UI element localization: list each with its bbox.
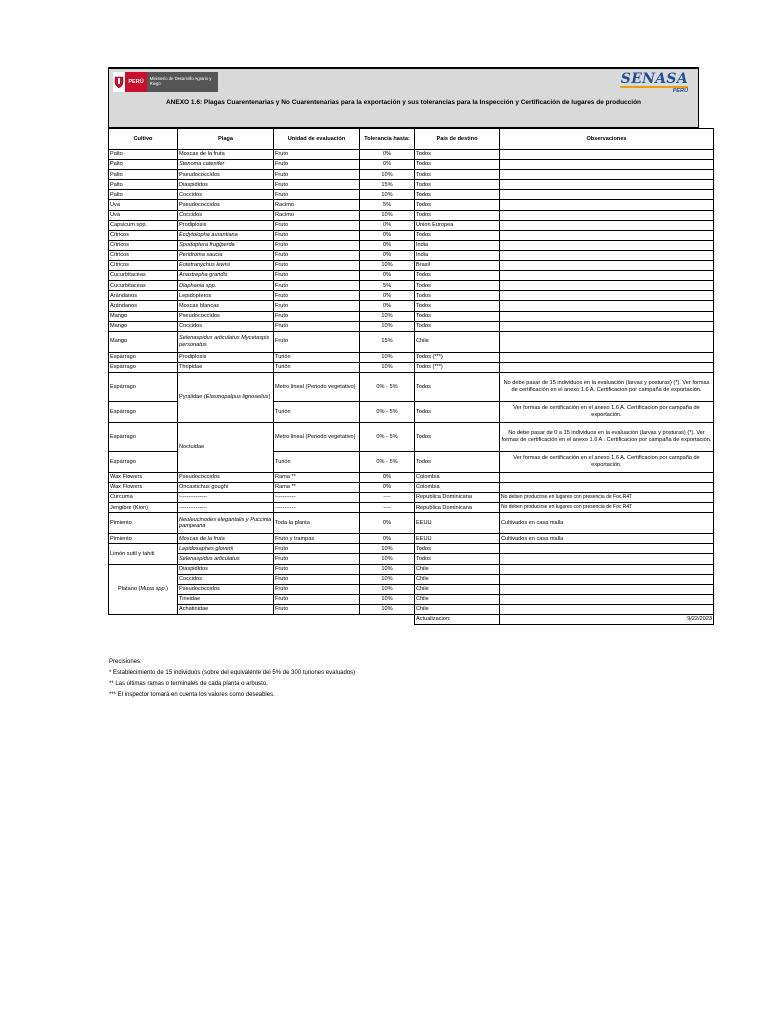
cell-cultivo: Palto	[109, 180, 178, 190]
cell-tolerancia: 10%	[360, 210, 415, 220]
cell-tolerancia: 10%	[360, 170, 415, 180]
table-row	[109, 160, 714, 170]
cell-cultivo: Espárrago	[109, 362, 178, 372]
cell-cultivo: Arándanos	[109, 301, 178, 311]
cell-observaciones	[500, 594, 714, 604]
cell-observaciones: No deben producirse en lugares con presencia de Foc R4T	[500, 493, 714, 503]
cell-observaciones	[500, 281, 714, 291]
senasa-logo	[620, 72, 688, 94]
cell-unidad: Fruto	[274, 594, 360, 604]
cell-unidad: Racimo	[274, 200, 360, 210]
cell-pais: Republica Dominicana	[415, 503, 500, 513]
cell-plaga: ---------------	[178, 503, 274, 513]
cell-plaga: Prodiplosis	[178, 352, 274, 362]
table-row	[109, 281, 714, 291]
notes-title: Precisiones:	[109, 659, 142, 665]
cell-observaciones	[500, 482, 714, 492]
cell-pais: Todos	[415, 160, 500, 170]
table-body	[109, 150, 714, 625]
cell-pais: Todos	[415, 422, 500, 451]
cell-cultivo: Jengibre (Kion)	[109, 503, 178, 513]
cell-plaga: Moscas blancas	[178, 301, 274, 311]
note-line: ** Las últimas ramas o terminales de cada planta o arbusto.	[109, 681, 268, 687]
cell-plaga: Coccidos	[178, 210, 274, 220]
cell-unidad: Racimo	[274, 210, 360, 220]
table-row	[109, 210, 714, 220]
annex-sheet	[108, 67, 712, 625]
cell-plaga: Neoleucinodes elegantalis y Puccinia pampeana	[178, 513, 274, 534]
cell-unidad: Fruto	[274, 180, 360, 190]
cell-observaciones	[500, 180, 714, 190]
table-row	[109, 503, 714, 513]
cell-cultivo: Pimiento	[109, 513, 178, 534]
table-row	[109, 362, 714, 372]
cell-tolerancia: 15%	[360, 180, 415, 190]
cell-observaciones	[500, 250, 714, 260]
cell-pais: Todos (***)	[415, 352, 500, 362]
cell-unidad: Metro lineal (Periodo vegetativo)	[274, 372, 360, 401]
cell-unidad: Fruto	[274, 564, 360, 574]
cell-observaciones	[500, 352, 714, 362]
cell-tolerancia: 10%	[360, 584, 415, 594]
cell-unidad: Fruto	[274, 240, 360, 250]
cell-pais: Todos	[415, 150, 500, 160]
cell-observaciones: Cultivados en casa malla	[500, 513, 714, 534]
cell-cultivo: Cucurbitaceas	[109, 281, 178, 291]
cell-plaga: Moscas de la fruta	[178, 150, 274, 160]
cell-cultivo: Espárrago	[109, 352, 178, 362]
cell-tolerancia: 10%	[360, 594, 415, 604]
cell-cultivo: Wax Flowers	[109, 482, 178, 492]
table-row	[109, 422, 714, 451]
cell-tolerancia: 10%	[360, 574, 415, 584]
cell-plaga: Coccidos	[178, 321, 274, 331]
column-header-unidad: Unidad de evaluación	[274, 129, 360, 150]
cell-plaga: Achatinidae	[178, 604, 274, 614]
cell-pais: Todos	[415, 180, 500, 190]
update-label: Actualizacion:	[415, 615, 500, 625]
cell-pais: Todos	[415, 291, 500, 301]
table-row	[109, 150, 714, 160]
document-title: ANEXO 1.6: Plagas Cuarentenarias y No Cuarentenarias para la exportación y sus tolerancias para la Inspección y Certificación de lugares de producción	[165, 99, 642, 106]
cell-unidad: Toda la planta	[274, 513, 360, 534]
cell-tolerancia: 10%	[360, 564, 415, 574]
cell-observaciones: Cultivados en casa malla	[500, 534, 714, 544]
table-row	[109, 482, 714, 492]
cell-tolerancia: 10%	[360, 321, 415, 331]
cell-observaciones	[500, 200, 714, 210]
cell-pais: Todos	[415, 170, 500, 180]
cell-cultivo: Cítricos	[109, 261, 178, 271]
table-row	[109, 352, 714, 362]
table-row	[109, 331, 714, 352]
table-row	[109, 584, 714, 594]
table-row	[109, 594, 714, 604]
cell-pais: Todos	[415, 311, 500, 321]
cell-unidad: Fruto	[274, 584, 360, 594]
cell-pais: India	[415, 240, 500, 250]
cell-tolerancia: 15%	[360, 331, 415, 352]
cell-cultivo: Cítricos	[109, 240, 178, 250]
cell-observaciones	[500, 220, 714, 230]
cell-tolerancia: 0%	[360, 240, 415, 250]
cell-tolerancia: 0%	[360, 291, 415, 301]
pest-tolerance-table	[108, 128, 714, 625]
cell-observaciones: Ver formas de certificación en el anexo 1.6 A. Certificacion por campaña de exportación.	[500, 401, 714, 422]
cell-cultivo: Espárrago	[109, 422, 178, 451]
cell-unidad: Fruto	[274, 291, 360, 301]
cell-unidad: Fruto	[274, 271, 360, 281]
table-row	[109, 534, 714, 544]
cell-pais: Chile	[415, 594, 500, 604]
cell-cultivo: Cítricos	[109, 230, 178, 240]
cell-cultivo: Palto	[109, 190, 178, 200]
cell-pais: Todos	[415, 451, 500, 472]
cell-unidad: Fruto	[274, 574, 360, 584]
table-row	[109, 250, 714, 260]
cell-cultivo: Palto	[109, 150, 178, 160]
cell-plaga: Pseudococcidos	[178, 170, 274, 180]
cell-cultivo: Espárrago	[109, 401, 178, 422]
cell-cultivo: Curcuma	[109, 493, 178, 503]
cell-unidad: Turión	[274, 401, 360, 422]
cell-plaga: Diaspididos	[178, 180, 274, 190]
cell-pais: Todos	[415, 210, 500, 220]
cell-pais: Todos	[415, 190, 500, 200]
cell-unidad: Fruto	[274, 170, 360, 180]
cell-cultivo: Capsicum spp.	[109, 220, 178, 230]
cell-plaga: Selenaspidus articulatus	[178, 554, 274, 564]
cell-observaciones	[500, 261, 714, 271]
cell-unidad: Fruto	[274, 321, 360, 331]
cell-tolerancia: 0%	[360, 513, 415, 534]
cell-cultivo: Palto	[109, 170, 178, 180]
table-row	[109, 372, 714, 401]
note-line: * Establecimiento de 15 individuos (sobre del equivalente del 5% de 300 turiones evaluados)	[109, 670, 356, 676]
note-line: *** El inspector tomará en cuenta los valores como deseables.	[109, 692, 275, 698]
cell-observaciones	[500, 190, 714, 200]
table-row	[109, 574, 714, 584]
cell-cultivo: Uva	[109, 200, 178, 210]
cell-plaga: Coccidos	[178, 574, 274, 584]
cell-observaciones	[500, 554, 714, 564]
cell-observaciones	[500, 321, 714, 331]
cell-observaciones	[500, 291, 714, 301]
cell-pais: Todos	[415, 321, 500, 331]
cell-tolerancia: 0% - 5%	[360, 451, 415, 472]
cell-unidad: Fruto	[274, 160, 360, 170]
cell-pais: Chile	[415, 331, 500, 352]
cell-pais: Chile	[415, 564, 500, 574]
empty-cell	[109, 615, 415, 625]
table-row	[109, 472, 714, 482]
table-row	[109, 554, 714, 564]
cell-observaciones	[500, 160, 714, 170]
cell-pais: Union Europea	[415, 220, 500, 230]
cell-pais: Brasil	[415, 261, 500, 271]
cell-plaga: Thripidae	[178, 362, 274, 372]
cell-plaga: Pseudococcidos	[178, 200, 274, 210]
cell-observaciones	[500, 564, 714, 574]
table-row	[109, 604, 714, 614]
cell-pais: Todos	[415, 301, 500, 311]
cell-tolerancia: 0%	[360, 150, 415, 160]
table-row	[109, 170, 714, 180]
cell-tolerancia: 10%	[360, 311, 415, 321]
cell-tolerancia: 10%	[360, 554, 415, 564]
senasa-country: PERÚ	[620, 86, 688, 95]
column-header-observaciones: Observaciones	[500, 129, 714, 150]
cell-plaga: Pseudococcidos	[178, 472, 274, 482]
cell-tolerancia: 5%	[360, 200, 415, 210]
cell-tolerancia: 5%	[360, 281, 415, 291]
gov-peru-label: PERÚ	[125, 72, 146, 92]
table-row	[109, 261, 714, 271]
cell-unidad: Fruto	[274, 230, 360, 240]
cell-plaga: Stenoma catenifer	[178, 160, 274, 170]
cell-unidad: Metro lineal (Periodo vegetativo)	[274, 422, 360, 451]
cell-plaga: Lepidosaphes gloverii	[178, 544, 274, 554]
cell-unidad: Fruto	[274, 190, 360, 200]
cell-plaga: Selenaspidus articulatus Mycetaspis personatus	[178, 331, 274, 352]
cell-tolerancia: 0%	[360, 534, 415, 544]
cell-unidad: Turión	[274, 352, 360, 362]
cell-tolerancia: 0%	[360, 250, 415, 260]
cell-pais: Todos	[415, 271, 500, 281]
cell-plaga: Oncastichus goughi	[178, 482, 274, 492]
cell-plaga: Tineidae	[178, 594, 274, 604]
cell-tolerancia: 0%	[360, 220, 415, 230]
cell-plaga: Lepidopteros	[178, 291, 274, 301]
cell-observaciones	[500, 604, 714, 614]
cell-tolerancia: 10%	[360, 604, 415, 614]
cell-plaga: Moscas de la fruta	[178, 534, 274, 544]
cell-unidad: Turión	[274, 362, 360, 372]
cell-tolerancia: 0%	[360, 472, 415, 482]
cell-plaga: Pseudococcidos	[178, 584, 274, 594]
cell-pais: Todos (***)	[415, 362, 500, 372]
cell-cultivo: Limón sutil y tahiti	[109, 544, 178, 564]
cell-plaga: Anastrepha grandis	[178, 271, 274, 281]
cell-cultivo: Palto	[109, 160, 178, 170]
cell-cultivo: Pimiento	[109, 534, 178, 544]
senasa-wordmark: SENASA	[620, 71, 688, 87]
table-row	[109, 240, 714, 250]
cell-pais: Colombia	[415, 482, 500, 492]
cell-observaciones	[500, 544, 714, 554]
table-row	[109, 220, 714, 230]
cell-unidad: Fruto	[274, 301, 360, 311]
cell-tolerancia: 10%	[360, 352, 415, 362]
cell-unidad: Rama **	[274, 472, 360, 482]
cell-unidad: Fruto	[274, 250, 360, 260]
cell-unidad: Fruto	[274, 554, 360, 564]
cell-unidad: Fruto y trampas	[274, 534, 360, 544]
cell-observaciones: No debe pasar de 15 individuos en la evaluación (larvas y posturas) (*). Ver formas de certificación en el anexo 1.6 A. Certificacion por campaña de exportación.	[500, 372, 714, 401]
cell-observaciones	[500, 210, 714, 220]
cell-unidad: Turión	[274, 451, 360, 472]
cell-unidad: Fruto	[274, 281, 360, 291]
cell-pais: Colombia	[415, 472, 500, 482]
cell-cultivo: Uva	[109, 210, 178, 220]
cell-tolerancia: 0%	[360, 482, 415, 492]
update-row	[109, 615, 714, 625]
cell-observaciones	[500, 362, 714, 372]
coat-of-arms-icon	[113, 72, 125, 92]
cell-tolerancia: 0%	[360, 301, 415, 311]
table-row	[109, 321, 714, 331]
cell-cultivo: Wax Flowers	[109, 472, 178, 482]
cell-plaga: Eotetranychus lewisi	[178, 261, 274, 271]
table-row	[109, 513, 714, 534]
cell-unidad: -----------	[274, 493, 360, 503]
column-header-plaga: Plaga	[178, 129, 274, 150]
cell-pais: Todos	[415, 281, 500, 291]
cell-unidad: Fruto	[274, 331, 360, 352]
cell-pais: Todos	[415, 200, 500, 210]
cell-cultivo: Mango	[109, 311, 178, 321]
cell-cultivo: Cucurbitaceas	[109, 271, 178, 281]
cell-tolerancia: 0%	[360, 271, 415, 281]
cell-unidad: Fruto	[274, 544, 360, 554]
table-row	[109, 180, 714, 190]
cell-observaciones	[500, 584, 714, 594]
table-row	[109, 493, 714, 503]
cell-tolerancia: 0%	[360, 160, 415, 170]
cell-tolerancia: 10%	[360, 190, 415, 200]
cell-observaciones: No deben producirse en lugares con presencia de Foc R4T	[500, 503, 714, 513]
cell-tolerancia: 10%	[360, 362, 415, 372]
cell-cultivo: Arándanos	[109, 291, 178, 301]
table-row	[109, 564, 714, 574]
table-row	[109, 190, 714, 200]
cell-pais: Todos	[415, 372, 500, 401]
table-row	[109, 301, 714, 311]
cell-plaga: Diaphania spp.	[178, 281, 274, 291]
table-row	[109, 291, 714, 301]
ministry-logo	[113, 72, 218, 92]
table-row	[109, 230, 714, 240]
cell-pais: Todos	[415, 544, 500, 554]
cell-tolerancia: 0% - 5%	[360, 372, 415, 401]
cell-unidad: Fruto	[274, 220, 360, 230]
cell-plaga: Pyralidae (Elasmopalpus lignoselius)	[178, 372, 274, 422]
cell-cultivo: Espárrago	[109, 451, 178, 472]
cell-plaga: Ecdytolopha aurantiana	[178, 230, 274, 240]
cell-unidad: -----------	[274, 503, 360, 513]
cell-observaciones	[500, 170, 714, 180]
cell-observaciones	[500, 574, 714, 584]
cell-cultivo: Mango	[109, 321, 178, 331]
cell-plaga: ---------------	[178, 493, 274, 503]
table-header-row	[109, 129, 714, 150]
cell-plaga: Noctuidae	[178, 422, 274, 472]
cell-observaciones	[500, 240, 714, 250]
cell-pais: EEUU	[415, 534, 500, 544]
cell-cultivo: Mango	[109, 331, 178, 352]
cell-tolerancia: 10%	[360, 261, 415, 271]
column-header-cultivo: Cultivo	[109, 129, 178, 150]
table-row	[109, 271, 714, 281]
cell-unidad: Fruto	[274, 311, 360, 321]
table-row	[109, 544, 714, 554]
cell-unidad: Fruto	[274, 261, 360, 271]
cell-observaciones	[500, 230, 714, 240]
cell-pais: Chile	[415, 574, 500, 584]
cell-plaga: Spodoptera frugiperda	[178, 240, 274, 250]
cell-tolerancia: ----	[360, 503, 415, 513]
cell-tolerancia: ----	[360, 493, 415, 503]
cell-pais: Todos	[415, 401, 500, 422]
column-header-tolerancia: Tolerancia hasta:	[360, 129, 415, 150]
cell-tolerancia: 0% - 5%	[360, 422, 415, 451]
cell-tolerancia: 0% - 5%	[360, 401, 415, 422]
table-row	[109, 200, 714, 210]
cell-tolerancia: 10%	[360, 544, 415, 554]
cell-cultivo: Platano (Musa spp.)	[109, 564, 178, 614]
cell-observaciones	[500, 472, 714, 482]
cell-pais: Chile	[415, 604, 500, 614]
update-date: 9/22/2023	[500, 615, 714, 625]
cell-pais: India	[415, 250, 500, 260]
cell-plaga: Diaspididos	[178, 564, 274, 574]
cell-plaga: Coccidos	[178, 190, 274, 200]
cell-observaciones	[500, 271, 714, 281]
cell-unidad: Fruto	[274, 604, 360, 614]
cell-tolerancia: 0%	[360, 230, 415, 240]
table-row	[109, 311, 714, 321]
cell-plaga: Prodiplosis	[178, 220, 274, 230]
cell-unidad: Rama **	[274, 482, 360, 492]
cell-cultivo: Cítricos	[109, 250, 178, 260]
cell-cultivo: Espárrago	[109, 372, 178, 401]
cell-pais: Todos	[415, 230, 500, 240]
ministry-name: Ministerio de Desarrollo Agrario y Riego	[149, 76, 212, 86]
cell-observaciones	[500, 311, 714, 321]
cell-unidad: Fruto	[274, 150, 360, 160]
notes-section	[109, 657, 355, 701]
cell-pais: Republica Dominicana	[415, 493, 500, 503]
cell-observaciones: No debe pasar de 0 a 15 individuos en la evaluación (larvas y posturas) (*). Ver formas de certificación en el anexo 1.6 A . Certificacion por campaña de exportación.	[500, 422, 714, 451]
document-header	[108, 67, 699, 128]
column-header-pais: País de destino	[415, 129, 500, 150]
cell-pais: EEUU	[415, 513, 500, 534]
cell-pais: Todos	[415, 554, 500, 564]
cell-observaciones	[500, 301, 714, 311]
cell-observaciones	[500, 150, 714, 160]
cell-observaciones	[500, 331, 714, 352]
cell-plaga: Peridroma saucia	[178, 250, 274, 260]
cell-observaciones: Ver formas de certificación en el anexo 1.6 A. Certificacion por campaña de exportación.	[500, 451, 714, 472]
cell-plaga: Pseudococcidos	[178, 311, 274, 321]
cell-pais: Chile	[415, 584, 500, 594]
